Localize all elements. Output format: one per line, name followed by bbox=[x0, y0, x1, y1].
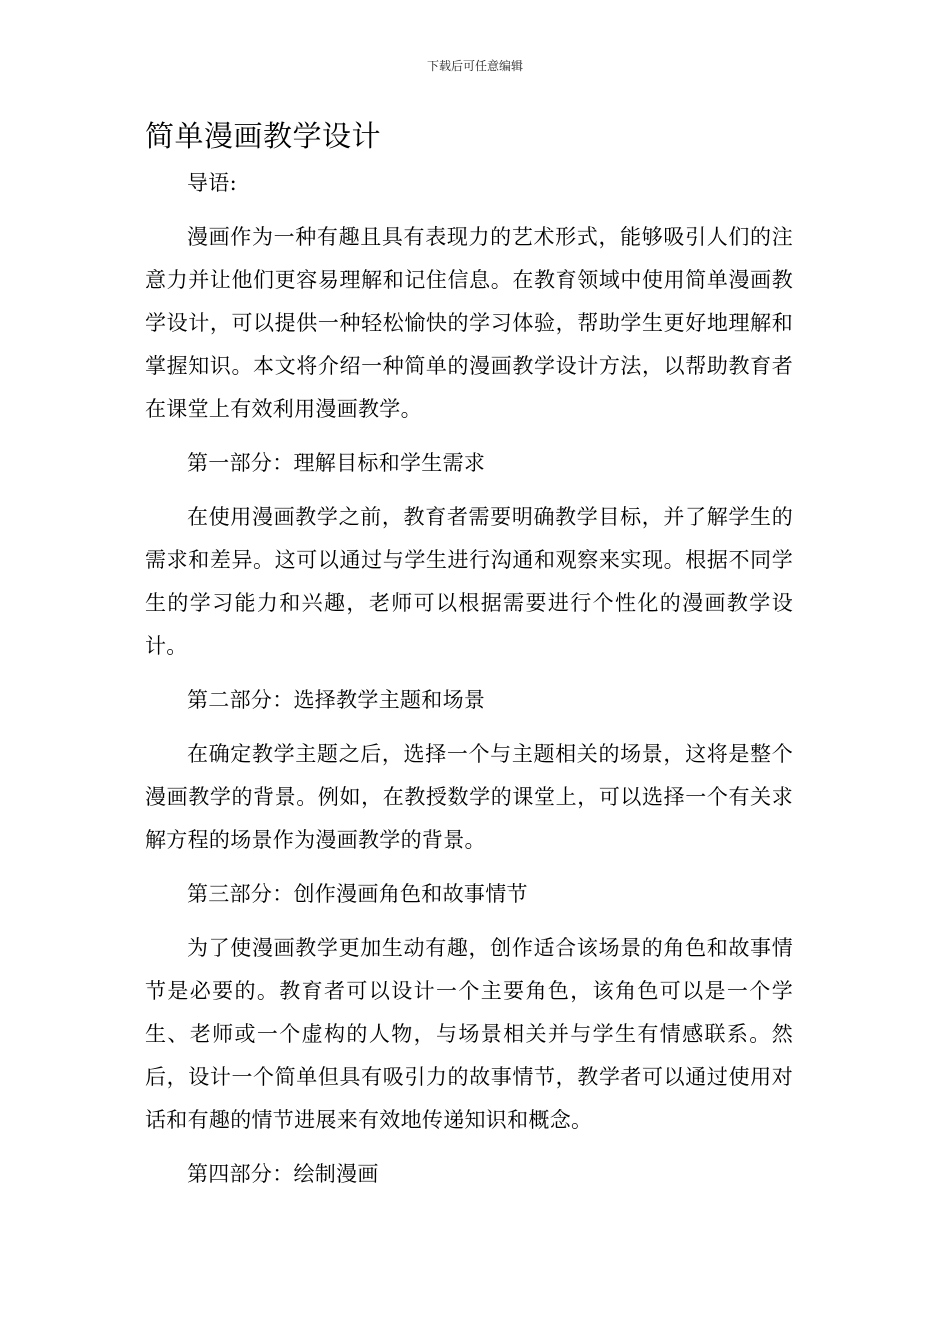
section-paragraph-1: 在使用漫画教学之前，教育者需要明确教学目标，并了解学生的需求和差异。这可以通过与学生进行沟通和观察来实现。根据不同学生的学习能力和兴趣，老师可以根据需要进行个性化的漫画教学设计。 bbox=[145, 505, 793, 658]
section-paragraph-2: 在确定教学主题之后，选择一个与主题相关的场景，这将是整个漫画教学的背景。例如，在教授数学的课堂上，可以选择一个有关求解方程的场景作为漫画教学的背景。 bbox=[145, 742, 793, 852]
intro-paragraph: 漫画作为一种有趣且具有表现力的艺术形式，能够吸引人们的注意力并让他们更容易理解和记住信息。在教育领域中使用简单漫画教学设计，可以提供一种轻松愉快的学习体验，帮助学生更好地理解和掌握知识。本文将介绍一种简单的漫画教学设计方法，以帮助教育者在课堂上有效利用漫画教学。 bbox=[145, 225, 793, 421]
intro-label: 导语: bbox=[187, 171, 237, 195]
section-paragraph-3: 为了使漫画教学更加生动有趣，创作适合该场景的角色和故事情节是必要的。教育者可以设计一个主要角色，该角色可以是一个学生、老师或一个虚构的人物，与场景相关并与学生有情感联系。然后，设计一个简单但具有吸引力的故事情节，教学者可以通过使用对话和有趣的情节进展来有效地传递知识和概念。 bbox=[145, 936, 793, 1132]
section-heading-4: 第四部分：绘制漫画 bbox=[187, 1162, 379, 1186]
document-body bbox=[145, 162, 793, 1207]
section-heading-3: 第三部分：创作漫画角色和故事情节 bbox=[187, 882, 528, 906]
page-header-note: 下载后可任意编辑 bbox=[426, 59, 523, 73]
document-title: 简单漫画教学设计 bbox=[145, 119, 382, 153]
section-heading-1: 第一部分：理解目标和学生需求 bbox=[187, 451, 486, 475]
section-heading-2: 第二部分：选择教学主题和场景 bbox=[187, 688, 486, 712]
